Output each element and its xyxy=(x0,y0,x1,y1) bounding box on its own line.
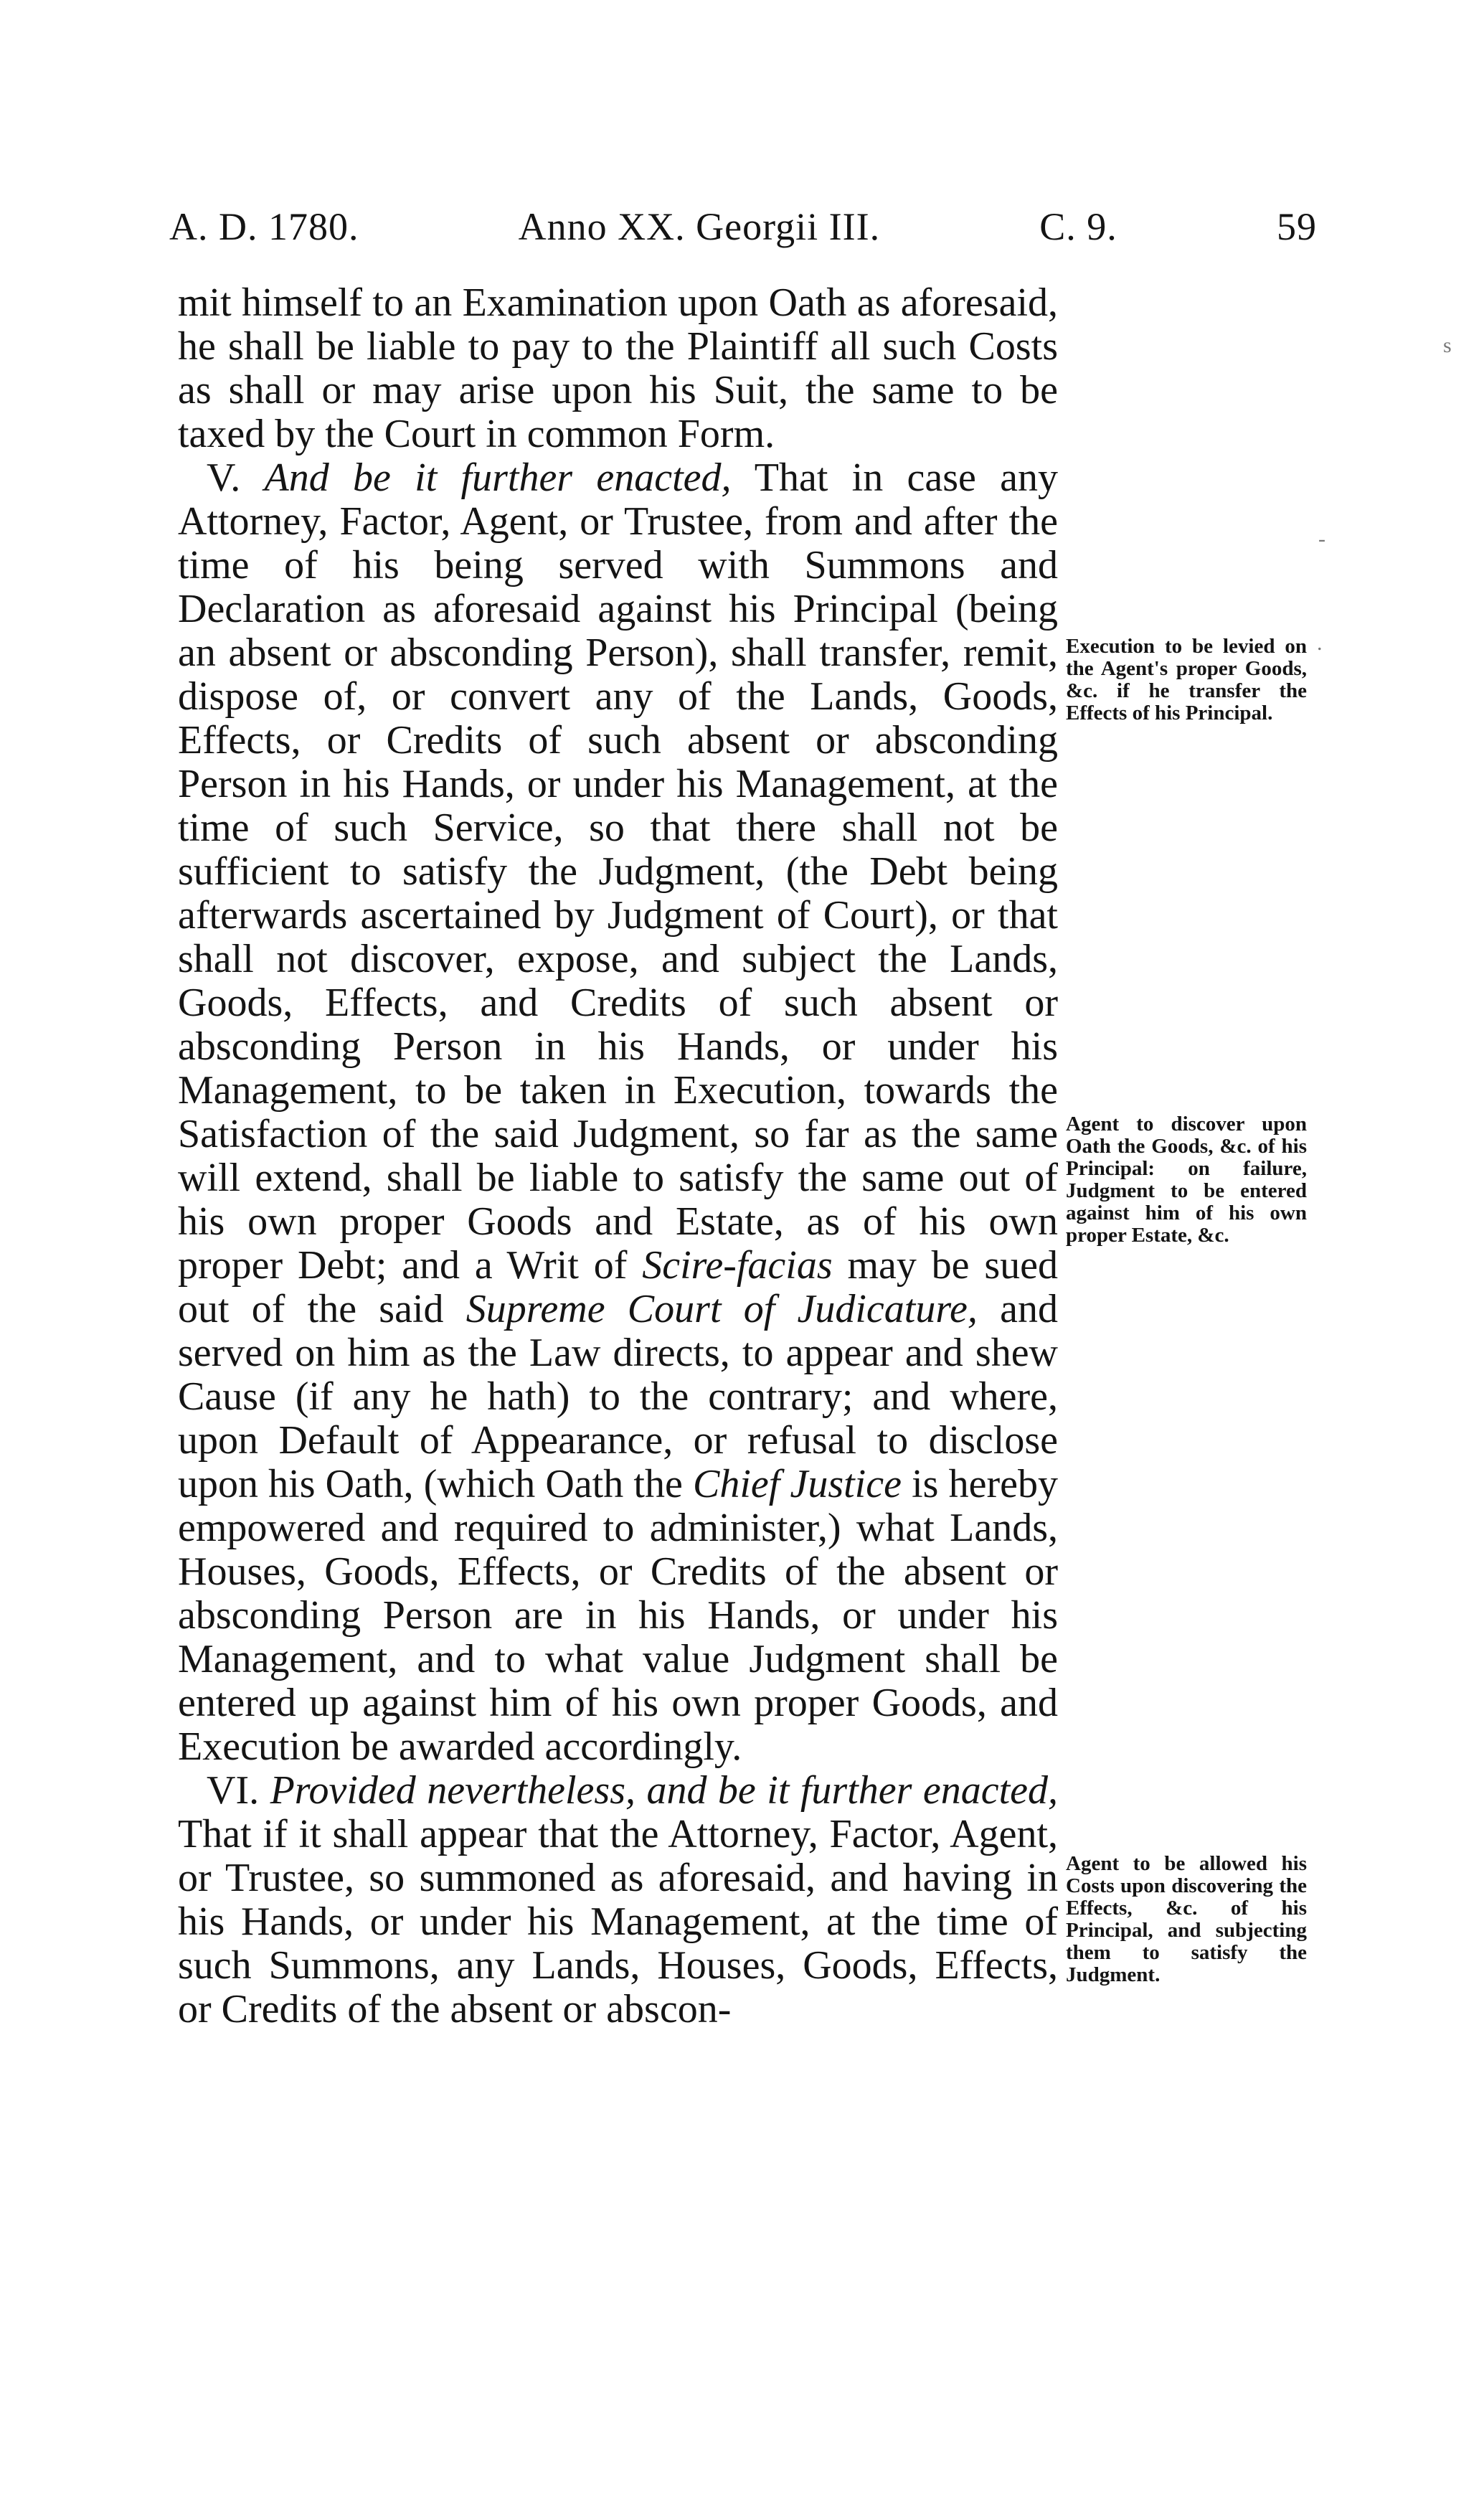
header-regnal-year: Anno XX. Georgii III. xyxy=(518,205,881,248)
section-v-opening: And be it further enacted, xyxy=(264,455,732,500)
main-text xyxy=(178,281,1058,2031)
section-v-number: V. xyxy=(207,455,241,500)
section-v-paragraph xyxy=(178,456,1058,1769)
scire-facias-term: Scire-facias xyxy=(642,1243,833,1288)
section-vi-number: VI. xyxy=(207,1768,260,1813)
header-year: A. D. 1780. xyxy=(169,205,359,248)
continuation-paragraph: mit himself to an Examination upon Oath as aforesaid, he shall be liable to pay to the Plaintiff all such Costs as shall or may arise upon his Suit, the same to be taxed by the Court in common Form. xyxy=(178,280,1058,456)
section-v-text-2: may be sued out of the said xyxy=(178,1243,1059,1331)
page-number: 59 xyxy=(1276,205,1317,248)
section-v-text-3: and served on him as the Law directs, to appear and shew Cause (if any he hath) to the contrary; and where, upon Default of Appearance, or refusal to disclose upon his Oath, (which Oath the xyxy=(178,1287,1058,1506)
section-vi-paragraph xyxy=(178,1769,1058,2031)
section-vi-text: That if it shall appear that the Attorney, Factor, Agent, or Trustee, so summoned as aforesaid, and having in his Hands, or under his Management, at the time of such Summons, any Lands, Houses, Goods, Effects, or Credits of the absent or abscon- xyxy=(178,1812,1058,2031)
page-header xyxy=(169,204,1317,249)
stray-mark: s xyxy=(1443,334,1452,357)
margin-note-agent-discover: Agent to discover upon Oath the Goods, &c. of his Principal: on failure, Judgment to be entered against him of his own proper Estate, &c. xyxy=(1066,1113,1307,1247)
chief-justice-term: Chief Justice xyxy=(692,1462,902,1506)
stray-mark: - xyxy=(1318,527,1325,551)
margin-note-agent-costs: Agent to be allowed his Costs upon discovering the Effects, &c. of his Principal, and subjecting them to satisfy the Judgment. xyxy=(1066,1852,1307,1986)
section-vi-opening: Provided nevertheless, and be it further enacted, xyxy=(270,1768,1058,1813)
stray-mark: . xyxy=(1317,631,1323,655)
header-chapter: C. 9. xyxy=(1039,205,1117,248)
margin-note-execution: Execution to be levied on the Agent's proper Goods, &c. if he transfer the Effects of his Principal. xyxy=(1066,635,1307,724)
section-v-text-4: is hereby empowered and required to administer,) what Lands, Houses, Goods, Effects, or Credits of the absent or absconding Person are in his Hands, or under his Management, and to what value Judgment shall be entered up against him of his own proper Goods, and Execution be awarded accordingly. xyxy=(178,1462,1058,1769)
section-v-text-1: That in case any Attorney, Factor, Agent, or Trustee, from and after the time of his being served with Summons and Declaration as aforesaid against his Principal (being an absent or absconding Person), shall transfer, remit, dispose of, or convert any of the Lands, Goods, Effects, or Credits of such absent or absconding Person in his Hands, or under his Management, at the time of such Service, so that there shall not be sufficient to satisfy the Judgment, (the Debt being afterwards ascertained by Judgment of Court), or that shall not discover, expose, and subject the Lands, Goods, Effects, and Credits of such absent or absconding Person in his Hands, or under his Management, to be taken in Execution, towards the Satisfaction of the said Judgment, so far as the same will extend, shall be liable to satisfy the same out of his own proper Goods and Estate, as of his own proper Debt; and a Writ of xyxy=(178,455,1058,1288)
supreme-court-term: Supreme Court of Judicature, xyxy=(465,1287,978,1331)
